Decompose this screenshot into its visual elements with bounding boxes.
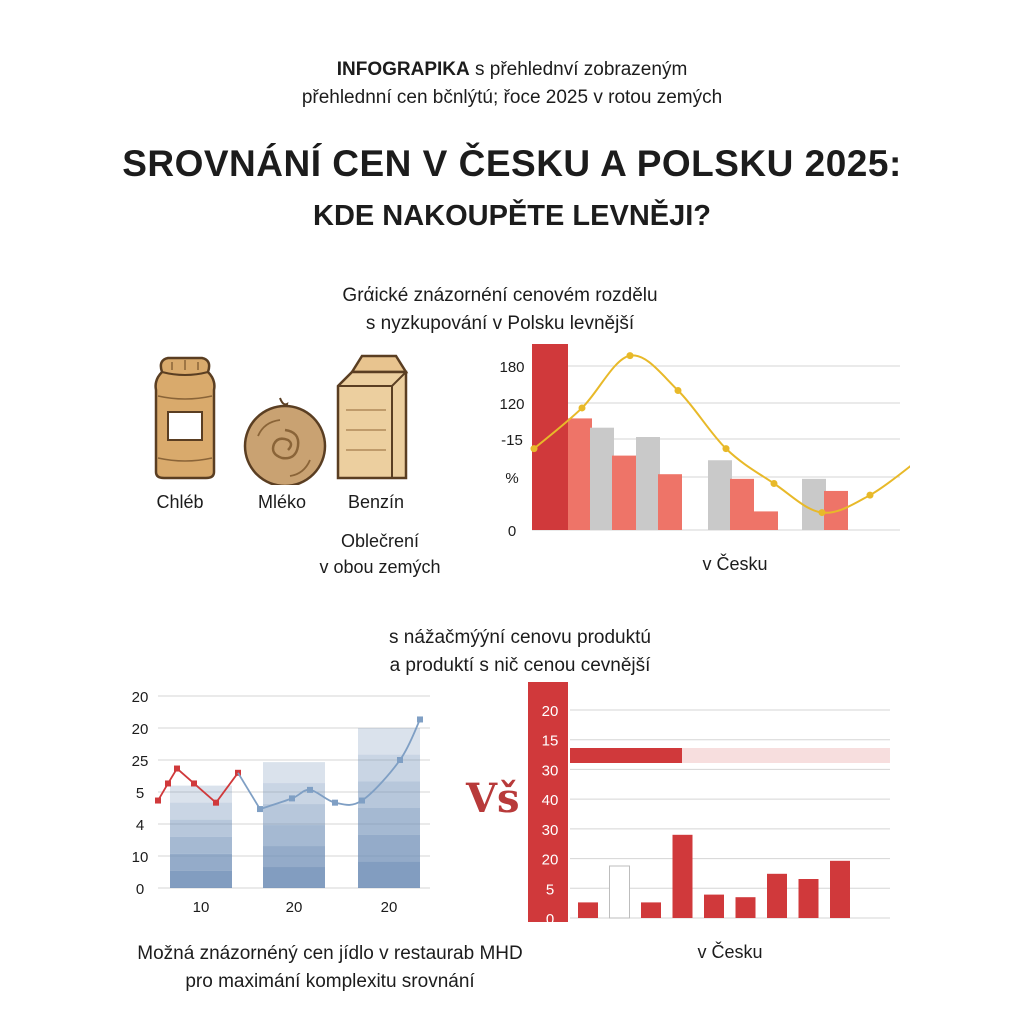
bar [610,866,630,918]
y-tick-label: 20 [131,721,149,738]
bar-segment [170,871,232,888]
bar-segment [170,803,232,820]
bar-segment [263,825,325,846]
blue-line-point [307,787,313,793]
bar-segment [263,867,325,888]
bar-segment [263,804,325,825]
y-tick-label: 0 [545,911,555,928]
y-tick-label: 20 [131,689,149,706]
x-axis-label: v Česku [697,942,763,962]
trend-point [531,445,538,452]
bar-segment [170,854,232,871]
blue-line-point [359,798,365,804]
bar [612,456,636,530]
trend-point [627,352,634,359]
section1-caption-line1: Grάické znázornéní cenovém rozdělu [342,285,658,306]
y-tick-label: 20 [541,851,559,869]
bar-segment [358,835,420,862]
y-tick-label: 25 [131,753,149,770]
bar-segment [263,762,325,783]
red-line-point [174,766,180,772]
product-icons [140,350,440,485]
y-tick-label: % [505,470,519,487]
x-tick-label: 20 [380,899,398,916]
trend-point [867,492,874,499]
milk-carton-icon [338,356,406,478]
bar-segment [170,837,232,854]
icon-label-1: Mléko [257,492,306,512]
onion-icon [245,398,325,485]
bar-segment [358,781,420,808]
x-tick-label: 20 [285,899,303,916]
bar [704,895,724,918]
bar [830,861,850,918]
red-line-point [155,798,161,804]
y-tick-label: 30 [541,821,559,839]
bar-segment [358,861,420,888]
footer-note [100,940,560,996]
trend-point [675,387,682,394]
section2-caption-line2: a produktí s nič cenou cevnější [389,655,651,676]
y-tick-label: 30 [541,762,559,780]
blue-line-link [238,773,260,809]
section1-caption-line2: s nyzkupování v Polsku levnější [365,313,635,334]
x-tick-label: 10 [192,899,210,916]
red-line-point [213,800,219,806]
footer-line1: Možná znázornéný cen jídlo v restaurab MHD [137,943,523,964]
highlight-band-fill [570,748,682,763]
section1-note [290,528,470,580]
bar [578,902,598,918]
subtitle-line2: přehlednní cen bčnlýtú; řoce 2025 v rotou zemých [301,87,723,108]
bar [532,344,568,530]
bar [636,437,660,530]
section1-caption [260,282,740,338]
bar-segment [358,808,420,835]
vs-label: Vš [466,775,520,822]
y-tick-label: 15 [541,732,559,750]
y-tick-label: 180 [499,359,525,376]
blue-line-point [397,757,403,763]
subtitle-rest: s přehlednví zobrazeným [469,59,688,80]
bar-segment [263,846,325,867]
blue-line-point [417,716,423,722]
bar [754,511,778,530]
y-tick-label: -15 [501,432,523,449]
bread-bag-icon [156,358,215,478]
bar [730,479,754,530]
subtitle [0,56,1024,112]
y-tick-label: 5 [135,785,145,802]
section1-note-line1: Oblečrení [340,531,420,551]
bar [568,418,592,530]
page-title: SROVNÁNÍ CEN V ČESKU A POLSKU 2025: [122,143,902,184]
section2-caption [260,624,780,680]
y-tick-label: 0 [135,881,145,898]
bar [708,460,732,530]
trend-point [723,445,730,452]
section2-caption-line1: s nážačmýýní cenovu produktú [389,627,651,648]
icon-label-2: Benzín [347,492,405,512]
red-line-point [165,780,171,786]
red-line-point [191,780,197,786]
bar-segment [358,755,420,782]
trend-point [771,480,778,487]
icon-label-0: Chléb [156,492,204,512]
subtitle-bold: INFOGRAPIKA [336,59,470,80]
y-tick-label: 10 [131,849,149,866]
footer-line2: pro maximání komplexitu srovnání [185,971,475,992]
blue-line-point [289,795,295,801]
bar [673,835,693,918]
section1-note-line2: v obou zemých [319,557,441,577]
y-tick-label: 0 [507,523,517,540]
y-tick-label: 4 [135,817,145,834]
restaurant-price-chart [120,682,440,922]
page-title-line2: KDE NAKOUPĚTE LEVNĚJI? [313,200,711,232]
trend-point [579,404,586,411]
bar-segment [170,820,232,837]
bar [736,897,756,918]
y-tick-label: 120 [499,396,525,413]
price-comparison-chart [480,340,910,580]
y-tick-label: 40 [541,792,559,810]
bar [799,879,819,918]
trend-point [819,509,826,516]
bar [590,428,614,530]
bar [658,474,682,530]
bar [767,874,787,918]
product-price-chart [520,682,900,972]
y-tick-label: 20 [541,703,559,720]
blue-line-point [257,806,263,812]
blue-line-point [332,800,338,806]
bar [641,902,661,918]
bar [802,479,826,530]
x-axis-label: v Česku [702,554,768,574]
y-tick-label: 5 [545,881,555,899]
